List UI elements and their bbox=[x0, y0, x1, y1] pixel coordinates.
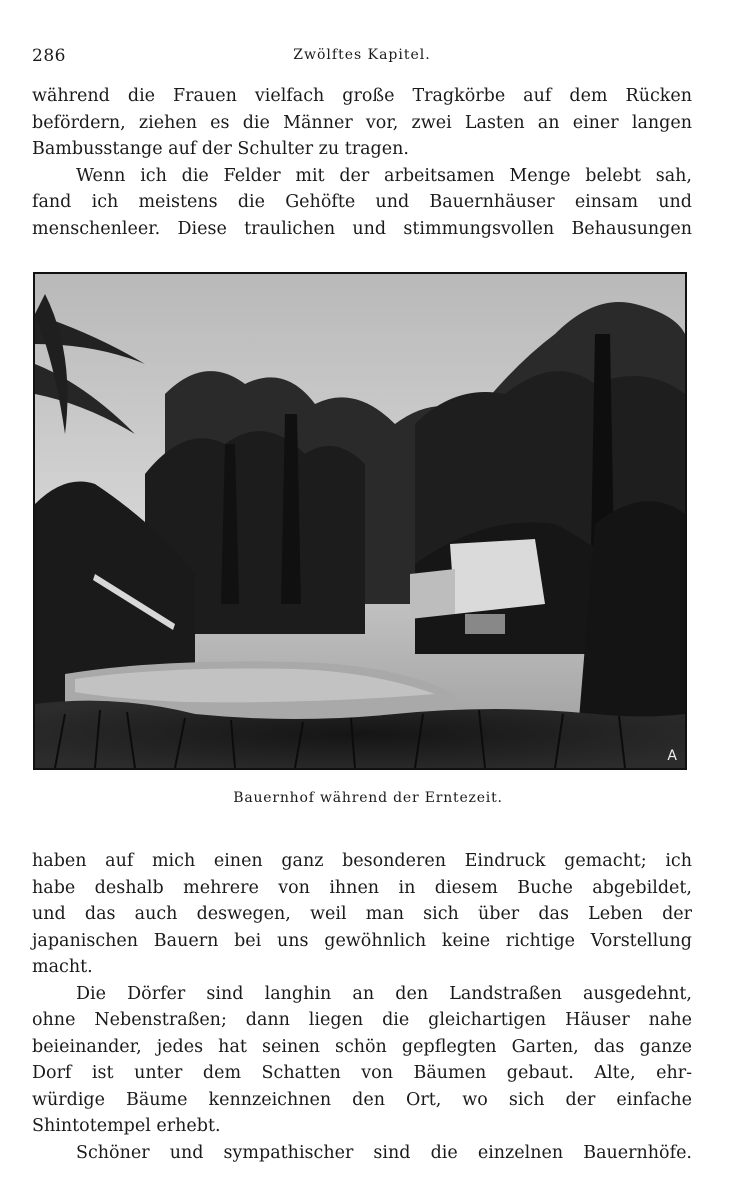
text-line: Wenn ich die Felder mit der arbeitsamen Menge belebt sah, bbox=[76, 165, 692, 186]
text-line: Schöner und sympathischer sind die einzelnen Bauernhöfe. bbox=[76, 1142, 692, 1163]
text-line: japanischen Bauern bei uns gewöhnlich keine richtige Vorstellung bbox=[32, 930, 692, 951]
paragraph-top bbox=[32, 83, 692, 242]
text-line: Bambusstange auf der Schulter zu tragen. bbox=[32, 139, 409, 159]
figure-caption: Bauernhof während der Erntezeit. bbox=[233, 790, 503, 806]
text-line: beieinander, jedes hat seinen schön gepflegten Garten, das ganze bbox=[32, 1036, 692, 1057]
text-line: habe deshalb mehrere von ihnen in diesem Buche abgebildet, bbox=[32, 877, 692, 898]
text-line: haben auf mich einen ganz besonderen Eindruck gemacht; ich bbox=[32, 851, 692, 871]
photo-farmhouse bbox=[33, 272, 687, 770]
text-line: Die Dörfer sind langhin an den Landstraßen ausgedehnt, bbox=[76, 983, 692, 1004]
text-line: ohne Nebenstraßen; dann liegen die gleichartigen Häuser nahe bbox=[32, 1010, 692, 1030]
text-line: während die Frauen vielfach große Tragkörbe auf dem Rücken bbox=[32, 86, 692, 106]
text-line: würdige Bäume kennzeichnen den Ort, wo sich der einfache bbox=[32, 1089, 692, 1110]
chapter-title: Zwölftes Kapitel. bbox=[293, 47, 431, 63]
text-line: und das auch deswegen, weil man sich über das Leben der bbox=[32, 904, 692, 924]
running-head bbox=[32, 46, 692, 68]
text-line: macht. bbox=[32, 957, 93, 977]
text-line: Dorf ist unter dem Schatten von Bäumen gebaut. Alte, ehr- bbox=[32, 1063, 692, 1083]
photo-illustration bbox=[35, 274, 685, 768]
text-line: menschenleer. Diese traulichen und stimmungsvollen Behausungen bbox=[32, 218, 692, 239]
page-number: 286 bbox=[32, 46, 66, 66]
paragraph-bottom bbox=[32, 848, 692, 1166]
text-line: befördern, ziehen es die Männer vor, zwei Lasten an einer langen bbox=[32, 112, 692, 133]
text-line: fand ich meistens die Gehöfte und Bauernhäuser einsam und bbox=[32, 192, 692, 212]
text-line: Shintotempel erhebt. bbox=[32, 1116, 221, 1136]
photo-monogram: A bbox=[667, 748, 677, 764]
